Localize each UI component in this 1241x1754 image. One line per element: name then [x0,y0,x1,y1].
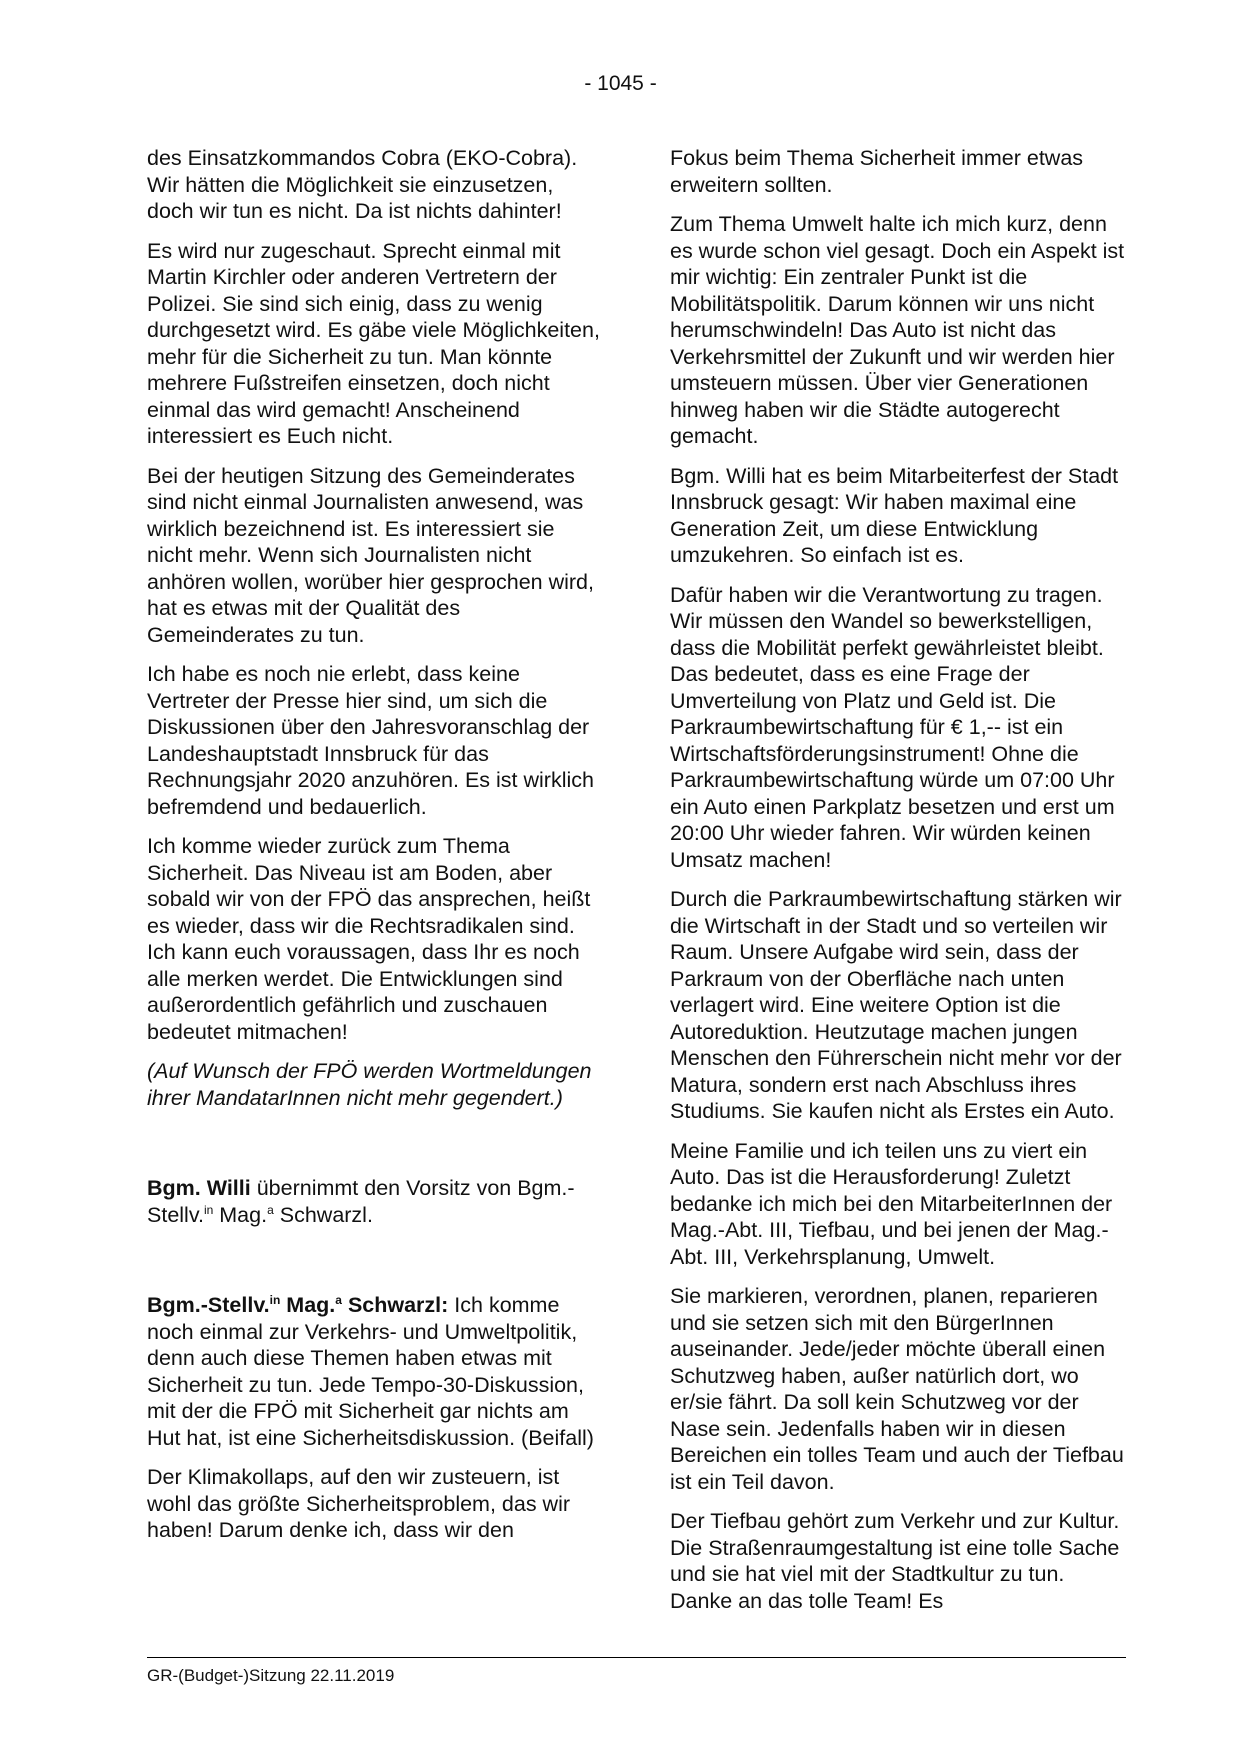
left-column [147,145,605,1557]
paragraph: Es wird nur zugeschaut. Sprecht einmal mit Martin Kirchler oder anderen Vertretern der Polizei. Sie sind sich einig, dass zu wenig durchgesetzt wird. Es gäbe viele Möglichkeiten, mehr für die Sicherheit zu tun. Man könnte mehrere Fußstreifen einsetzen, doch nicht einmal das wird gemacht! Anscheinend interessiert es Euch nicht. [147,238,600,448]
paragraph: Dafür haben wir die Verantwortung zu tragen. Wir müssen den Wandel so bewerkstelligen, dass die Mobilität perfekt gewährleistet bleibt. Das bedeutet, dass es eine Frage der Umverteilung von Platz und Geld ist. Die Parkraumbewirtschaftung für € 1,-- ist ein Wirtschaftsförderungsinstrument! Ohne die Parkraumbewirtschaftung würde um 07:00 Uhr ein Auto einen Parkplatz besetzen und erst um 20:00 Uhr wieder fahren. Wir würden keinen Umsatz machen! [670,582,1115,872]
paragraph: Sie markieren, verordnen, planen, reparieren und sie setzen sich mit den BürgerInnen auseinander. Jede/jeder möchte überall einen Schutzweg haben, außer natürlich dort, wo er/sie fährt. Da soll kein Schutzweg vor der Nase sein. Jedenfalls haben wir in diesen Bereichen ein tolles Team und auch der Tiefbau ist ein Teil davon. [670,1284,1124,1494]
paragraph: Durch die Parkraumbewirtschaftung stärken wir die Wirtschaft in der Stadt und so verteilen wir Raum. Unsere Aufgabe wird sein, dass der Parkraum von der Oberfläche nach unten verlagert wird. Eine weitere Option ist die Autoreduktion. Heutzutage machen jungen Menschen den Führerschein nicht mehr vor der Matura, sondern erst nach Abschluss ihres Studiums. Sie kaufen nicht als Erstes ein Auto. [670,887,1122,1123]
speaker-name: Bgm.-Stellv.$^{in}$ Mag.$^a$ Schwarzl: [147,1292,449,1317]
speaker-paragraph: Bgm.-Stellv.$^{in}$ Mag.$^a$ Schwarzl: Ich komme noch einmal zur Verkehrs- und Umweltpolitik, denn auch diese Themen haben etwas mit Sicherheit zu tun. Jede Tempo-30-Diskussion, mit der die FPÖ mit Sicherheit gar nichts am Hut hat, ist eine Sicherheitsdiskussion. (Beifall) [147,1292,594,1450]
right-column [670,145,1128,1627]
page-number: - 1045 - [584,72,657,95]
paragraph: Bei der heutigen Sitzung des Gemeinderates sind nicht einmal Journalisten anwesend, was wirklich bezeichnend ist. Es interessiert sie nicht mehr. Wenn sich Journalisten nicht anhören wollen, worüber hier gesprochen wird, hat es etwas mit der Qualität des Gemeinderates zu tun. [147,463,594,647]
paragraph: Meine Familie und ich teilen uns zu viert ein Auto. Das ist die Herausforderung! Zuletzt bedanke ich mich bei den MitarbeiterInnen der Mag.-Abt. III, Tiefbau, und bei jenen der Mag.-Abt. III, Verkehrsplanung, Umwelt. [670,1138,1113,1269]
paragraph: Der Klimakollaps, auf den wir zusteuern, ist wohl das größte Sicherheitsproblem, das wir haben! Darum denke ich, dass wir den [147,1465,571,1542]
paragraph: Fokus beim Thema Sicherheit immer etwas erweitern sollten. [670,146,1084,197]
paragraph: Der Tiefbau gehört zum Verkehr und zur Kultur. Die Straßenraumgestaltung ist eine tolle Sache und sie hat viel mit der Stadtkultur zu tun. Danke an das tolle Team! Es [670,1509,1120,1613]
paragraph: Ich habe es noch nie erlebt, dass keine Vertreter der Presse hier sind, um sich die Diskussionen über den Jahresvoranschlag der Landeshauptstadt Innsbruck für das Rechnungsjahr 2020 anzuhören. Es ist wirklich befremdend und bedauerlich. [147,662,594,819]
paragraph: des Einsatzkommandos Cobra (EKO-Cobra). Wir hätten die Möglichkeit sie einzusetzen, doch wir tun es nicht. Da ist nichts dahinter! [147,146,578,223]
chair-change-note: Bgm. Willi übernimmt den Vorsitz von Bgm.-Stellv.$^{in}$ Mag.$^a$ Schwarzl. [147,1176,575,1227]
paragraph: Bgm. Willi hat es beim Mitarbeiterfest der Stadt Innsbruck gesagt: Wir haben maximal eine Generation Zeit, um diese Entwicklung umzukehren. So einfach ist es. [670,463,1119,567]
paragraph: Ich komme wieder zurück zum Thema Sicherheit. Das Niveau ist am Boden, aber sobald wir von der FPÖ das ansprechen, heißt es wieder, dass wir die Rechtsradikalen sind. Ich kann euch voraussagen, dass Ihr es noch alle merken werdet. Die Entwicklungen sind außerordentlich gefährlich und zuschauen bedeutet mitmachen! [147,834,591,1044]
paragraph: Zum Thema Umwelt halte ich mich kurz, denn es wurde schon viel gesagt. Doch ein Aspekt ist mir wichtig: Ein zentraler Punkt ist die Mobilitätspolitik. Darum können wir uns nicht herumschwindeln! Das Auto ist nicht das Verkehrsmittel der Zukunft und wir werden hier umsteuern müssen. Über vier Generationen hinweg haben wir die Städte autogerecht gemacht. [670,212,1125,448]
footer-text: GR-(Budget-)Sitzung 22.11.2019 [147,1666,395,1685]
editorial-note: (Auf Wunsch der FPÖ werden Wortmeldungen ihrer MandatarInnen nicht mehr gegendert.) [147,1059,592,1110]
footer-divider [147,1657,1126,1658]
speaker-name: Bgm. Willi [147,1176,251,1200]
